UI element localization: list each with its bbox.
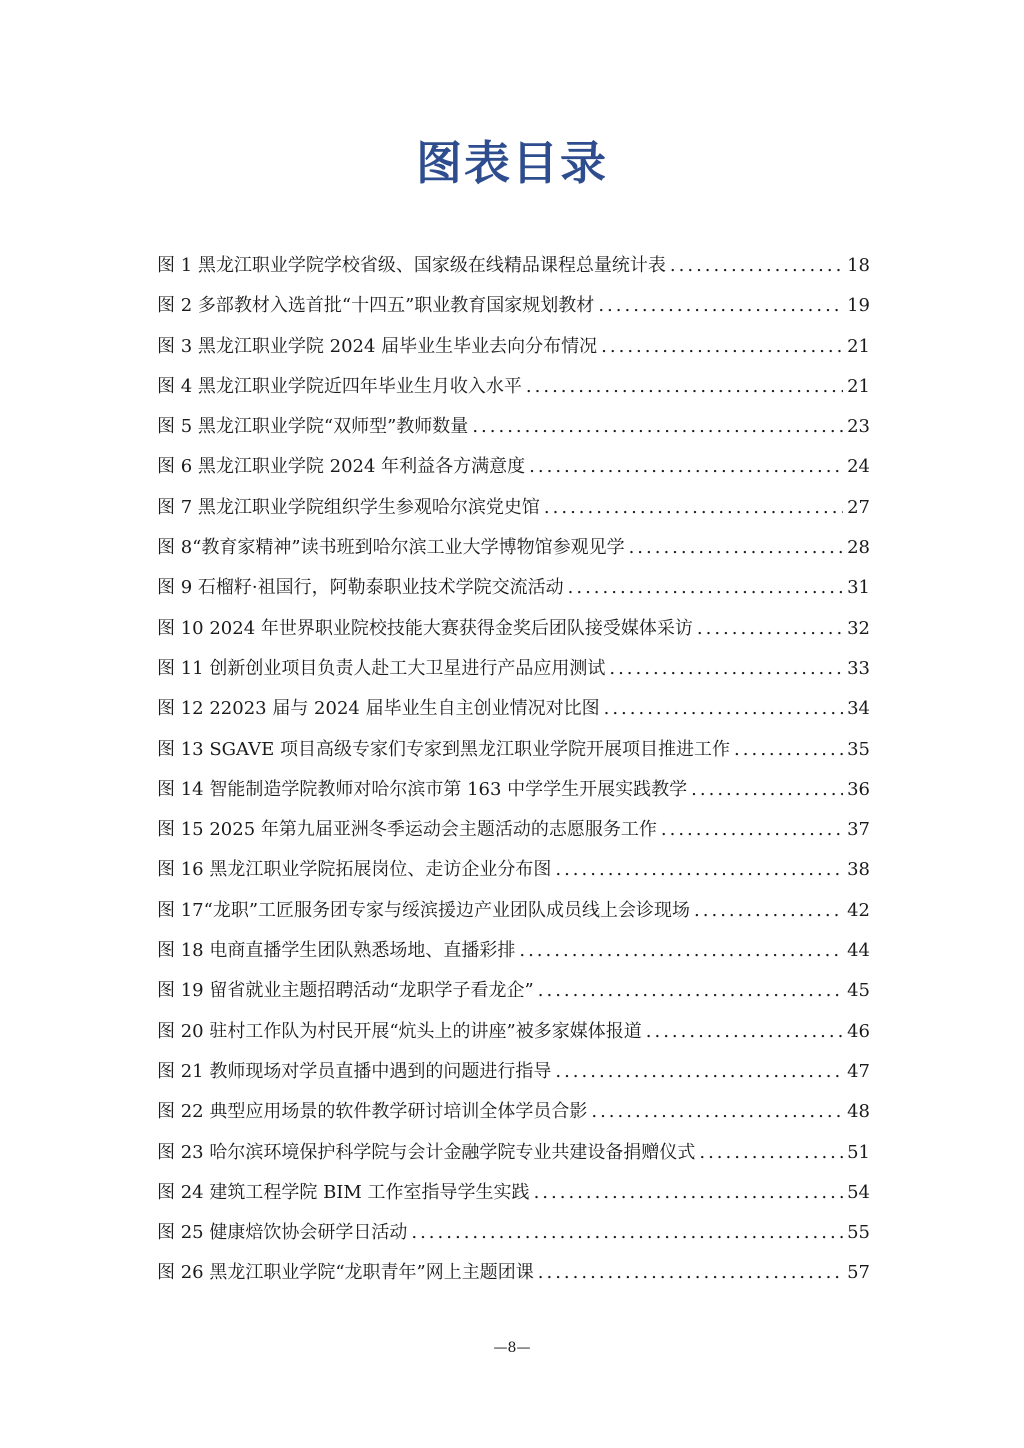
- toc-entry[interactable]: [157, 891, 870, 931]
- toc-entry-label: 图 14 智能制造学院教师对哈尔滨市第 163 中学学生开展实践教学: [157, 778, 688, 800]
- toc-entry-page: 37: [847, 819, 870, 841]
- toc-entry-label: 图 25 健康焙饮协会研学日活动: [157, 1222, 408, 1244]
- toc-entry-label: 图 22 典型应用场景的软件教学研讨培训全体学员合影: [157, 1101, 588, 1123]
- toc-entry[interactable]: [157, 367, 870, 407]
- toc-entry-label: 图 21 教师现场对学员直播中遇到的问题进行指导: [157, 1060, 552, 1082]
- toc-entry-page: 21: [847, 335, 870, 357]
- dot-leader: [601, 327, 843, 367]
- toc-entry[interactable]: [157, 1253, 870, 1293]
- toc-entry-label: 图 24 建筑工程学院 BIM 工作室指导学生实践: [157, 1181, 530, 1203]
- toc-entry-page: 33: [847, 657, 870, 679]
- toc-entry-label: 图 6 黑龙江职业学院 2024 年利益各方满意度: [157, 456, 526, 478]
- dot-leader: [629, 528, 844, 568]
- toc-entry-page: 44: [847, 940, 870, 962]
- toc-entry-page: 48: [847, 1101, 870, 1123]
- toc-entry-page: 47: [847, 1060, 870, 1082]
- dot-leader: [670, 246, 843, 286]
- toc-entry-page: 42: [847, 899, 870, 921]
- toc-entry[interactable]: [157, 649, 870, 689]
- toc-entry-label: 图 12 22023 届与 2024 届毕业生自主创业情况对比图: [157, 698, 600, 720]
- toc-entry-page: 19: [847, 295, 870, 317]
- dot-leader: [598, 286, 843, 326]
- toc-entry[interactable]: [157, 689, 870, 729]
- toc-entry[interactable]: [157, 568, 870, 608]
- dot-leader: [734, 730, 843, 770]
- toc-entry[interactable]: [157, 770, 870, 810]
- toc-entry-page: 34: [847, 698, 870, 720]
- toc-entry-page: 23: [847, 416, 870, 438]
- toc-entry[interactable]: [157, 850, 870, 890]
- toc-entry-label: 图 4 黑龙江职业学院近四年毕业生月收入水平: [157, 375, 522, 397]
- toc-entry-page: 46: [847, 1020, 870, 1042]
- dot-leader: [609, 649, 843, 689]
- toc-entry[interactable]: [157, 488, 870, 528]
- toc-entry[interactable]: [157, 1173, 870, 1213]
- toc-entry-label: 图 8“教育家精神”读书班到哈尔滨工业大学博物馆参观见学: [157, 537, 625, 559]
- toc-entry-page: 35: [847, 738, 870, 760]
- dot-leader: [538, 1253, 843, 1293]
- toc-entry-label: 图 2 多部教材入选首批“十四五”职业教育国家规划教材: [157, 295, 595, 317]
- toc-entry-label: 图 7 黑龙江职业学院组织学生参观哈尔滨党史馆: [157, 496, 540, 518]
- toc-entry-page: 38: [847, 859, 870, 881]
- dot-leader: [472, 407, 843, 447]
- toc-entry-page: 57: [847, 1262, 870, 1284]
- dot-leader: [694, 891, 843, 931]
- toc-entry-page: 27: [847, 496, 870, 518]
- toc-entry-page: 54: [847, 1181, 870, 1203]
- toc-entry-label: 图 20 驻村工作队为村民开展“炕头上的讲座”被多家媒体报道: [157, 1020, 642, 1042]
- page-title: 图表目录: [416, 136, 608, 190]
- toc-entry-page: 55: [847, 1222, 870, 1244]
- toc-entry[interactable]: [157, 327, 870, 367]
- dot-leader: [646, 1012, 843, 1052]
- toc-entry[interactable]: [157, 1092, 870, 1132]
- toc-entry[interactable]: [157, 1213, 870, 1253]
- dot-leader: [691, 770, 843, 810]
- toc-entry-label: 图 9 石榴籽·祖国行，阿勒泰职业技术学院交流活动: [157, 577, 564, 599]
- toc-entry[interactable]: [157, 1052, 870, 1092]
- dot-leader: [555, 1052, 843, 1092]
- dot-leader: [534, 1173, 844, 1213]
- toc-entry-page: 28: [847, 537, 870, 559]
- dot-leader: [555, 850, 843, 890]
- toc-entry-label: 图 5 黑龙江职业学院“双师型”教师数量: [157, 416, 469, 438]
- dot-leader: [526, 367, 843, 407]
- toc-entry[interactable]: [157, 730, 870, 770]
- toc-entry-label: 图 11 创新创业项目负责人赴工大卫星进行产品应用测试: [157, 657, 606, 679]
- toc-entry[interactable]: [157, 609, 870, 649]
- toc-entry-page: 18: [847, 255, 870, 276]
- toc-entry-label: 图 3 黑龙江职业学院 2024 届毕业生毕业去向分布情况: [157, 335, 598, 357]
- toc-entry[interactable]: [157, 810, 870, 850]
- toc-entry-label: 图 26 黑龙江职业学院“龙职青年”网上主题团课: [157, 1262, 534, 1284]
- toc-entry[interactable]: [157, 407, 870, 447]
- dot-leader: [568, 568, 843, 608]
- dot-leader: [661, 810, 843, 850]
- toc-list: [157, 246, 870, 1294]
- dot-leader: [591, 1092, 843, 1132]
- dot-leader: [529, 447, 843, 487]
- toc-entry[interactable]: [157, 931, 870, 971]
- toc-entry-label: 图 16 黑龙江职业学院拓展岗位、走访企业分布图: [157, 859, 552, 881]
- toc-entry-label: 图 15 2025 年第九届亚洲冬季运动会主题活动的志愿服务工作: [157, 819, 657, 841]
- dot-leader: [697, 609, 843, 649]
- dot-leader: [699, 1133, 843, 1173]
- toc-entry[interactable]: [157, 286, 870, 326]
- toc-entry-label: 图 19 留省就业主题招聘活动“龙职学子看龙企”: [157, 980, 534, 1002]
- toc-entry-label: 图 10 2024 年世界职业院校技能大赛获得金奖后团队接受媒体采访: [157, 617, 693, 639]
- toc-entry-page: 21: [847, 375, 870, 397]
- toc-entry[interactable]: [157, 528, 870, 568]
- toc-entry-label: 图 17“龙职”工匠服务团专家与绥滨援边产业团队成员线上会诊现场: [157, 899, 691, 921]
- toc-entry[interactable]: [157, 971, 870, 1011]
- dot-leader: [604, 689, 844, 729]
- toc-entry-page: 51: [847, 1141, 870, 1163]
- toc-entry-label: 图 18 电商直播学生团队熟悉场地、直播彩排: [157, 940, 516, 962]
- toc-entry-page: 36: [847, 778, 870, 800]
- toc-entry-page: 24: [847, 456, 870, 478]
- toc-entry-page: 31: [847, 577, 870, 599]
- dot-leader: [519, 931, 843, 971]
- dot-leader: [538, 971, 843, 1011]
- dot-leader: [544, 488, 843, 528]
- toc-entry[interactable]: [157, 246, 870, 286]
- page-number: —8—: [493, 1340, 531, 1356]
- toc-entry[interactable]: [157, 1012, 870, 1052]
- toc-entry-label: 图 23 哈尔滨环境保护科学院与会计金融学院专业共建设备捐赠仪式: [157, 1141, 696, 1163]
- toc-entry-label: 图 1 黑龙江职业学院学校省级、国家级在线精品课程总量统计表: [157, 255, 666, 276]
- toc-entry-page: 45: [847, 980, 870, 1002]
- toc-entry[interactable]: [157, 1133, 870, 1173]
- dot-leader: [411, 1213, 843, 1253]
- toc-entry-page: 32: [847, 617, 870, 639]
- toc-entry[interactable]: [157, 447, 870, 487]
- toc-entry-label: 图 13 SGAVE 项目高级专家们专家到黑龙江职业学院开展项目推进工作: [157, 738, 731, 760]
